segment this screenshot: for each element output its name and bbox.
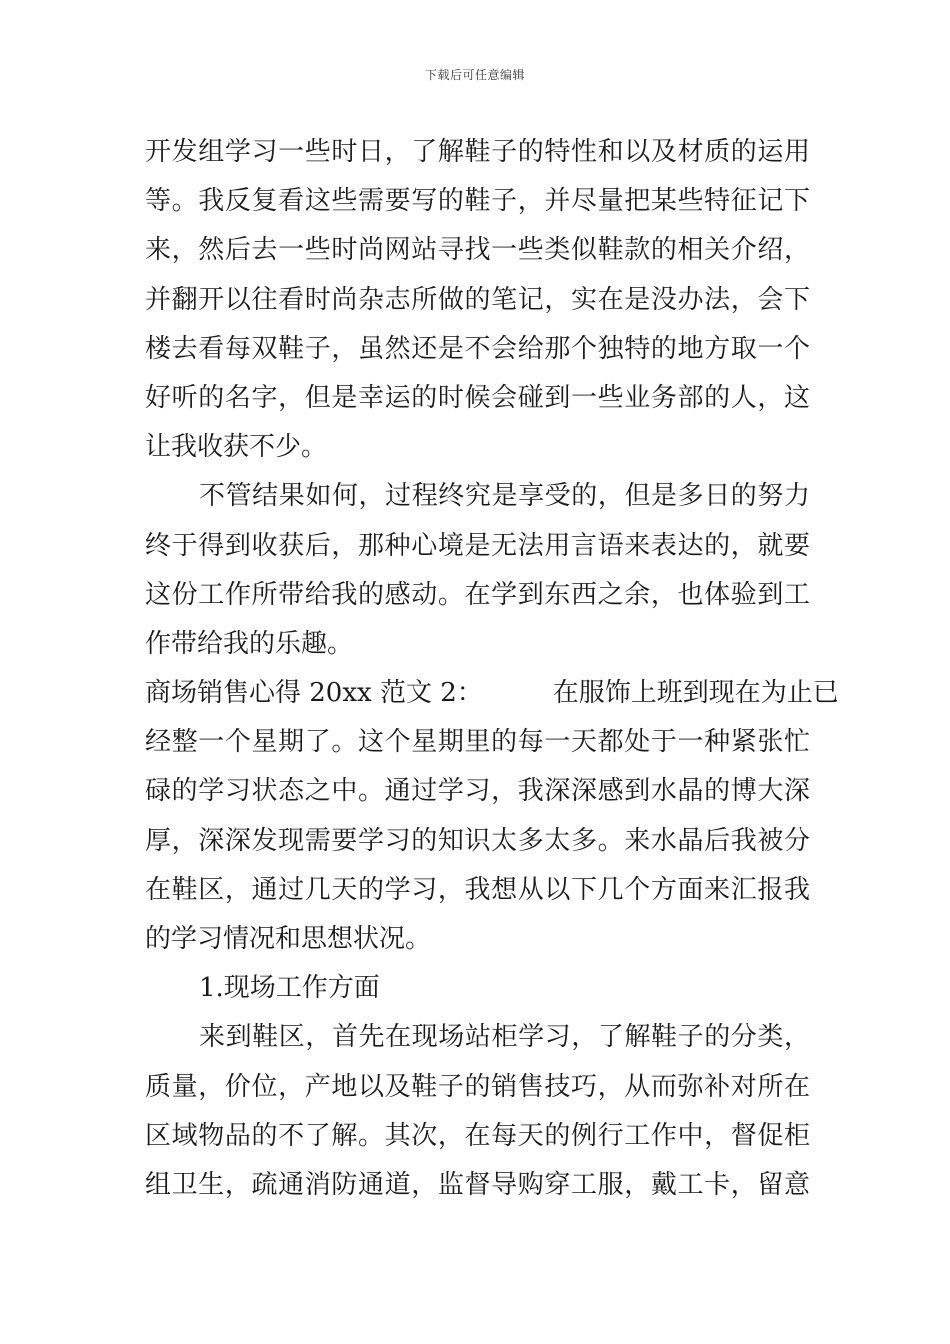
text-line: 这份工作所带给我的感动。在学到东西之余，也体验到工 (145, 579, 810, 610)
text-line: 区域物品的不了解。其次，在每天的例行工作中，督促柜 (145, 1120, 810, 1151)
text-line: 并翻开以往看时尚杂志所做的笔记，实在是没办法，会下 (145, 284, 810, 315)
page-header-note: 下载后可任意编辑 (424, 68, 525, 82)
text-line: 楼去看每双鞋子，虽然还是不会给那个独特的地方取一个 (145, 333, 810, 364)
text-line: 开发组学习一些时日，了解鞋子的特性和以及材质的运用 (145, 137, 810, 167)
text-line: 经整一个星期了。这个星期里的每一天都处于一种紧张忙 (145, 727, 810, 758)
text-line: 质量，价位，产地以及鞋子的销售技巧，从而弥补对所在 (145, 1071, 810, 1102)
text-line: 不管结果如何，过程终究是享受的，但是多日的努力 (199, 481, 810, 512)
text-line: 终于得到收获后，那种心境是无法用言语来表达的，就要 (145, 530, 810, 561)
section-heading-line (145, 669, 839, 718)
text-line: 来，然后去一些时尚网站寻找一些类似鞋款的相关介绍， (145, 235, 810, 266)
text-span: 在服饰上班到现在为止已 (552, 678, 839, 709)
text-line: 在鞋区，通过几天的学习，我想从以下几个方面来汇报我 (145, 874, 810, 905)
numbered-subheading: 1.现场工作方面 (199, 973, 380, 1004)
text-line: 厚，深深发现需要学习的知识太多太多。来水晶后我被分 (145, 825, 810, 856)
text-line: 来到鞋区，首先在现场站柜学习，了解鞋子的分类， (199, 1022, 810, 1053)
section-title: 商场销售心得 20xx 范文 2： (145, 678, 483, 709)
text-line: 组卫生，疏通消防通道，监督导购穿工服，戴工卡，留意 (145, 1169, 810, 1200)
text-line: 的学习情况和思想状况。 (145, 924, 432, 954)
text-line: 碌的学习状态之中。通过学习，我深深感到水晶的博大深 (145, 776, 810, 807)
text-line: 好听的名字，但是幸运的时候会碰到一些业务部的人，这 (145, 382, 810, 413)
text-line: 等。我反复看这些需要写的鞋子，并尽量把某些特征记下 (145, 186, 810, 217)
text-line: 让我收获不少。 (145, 432, 328, 463)
document-body (145, 128, 839, 1210)
text-line: 作带给我的乐趣。 (145, 628, 354, 659)
